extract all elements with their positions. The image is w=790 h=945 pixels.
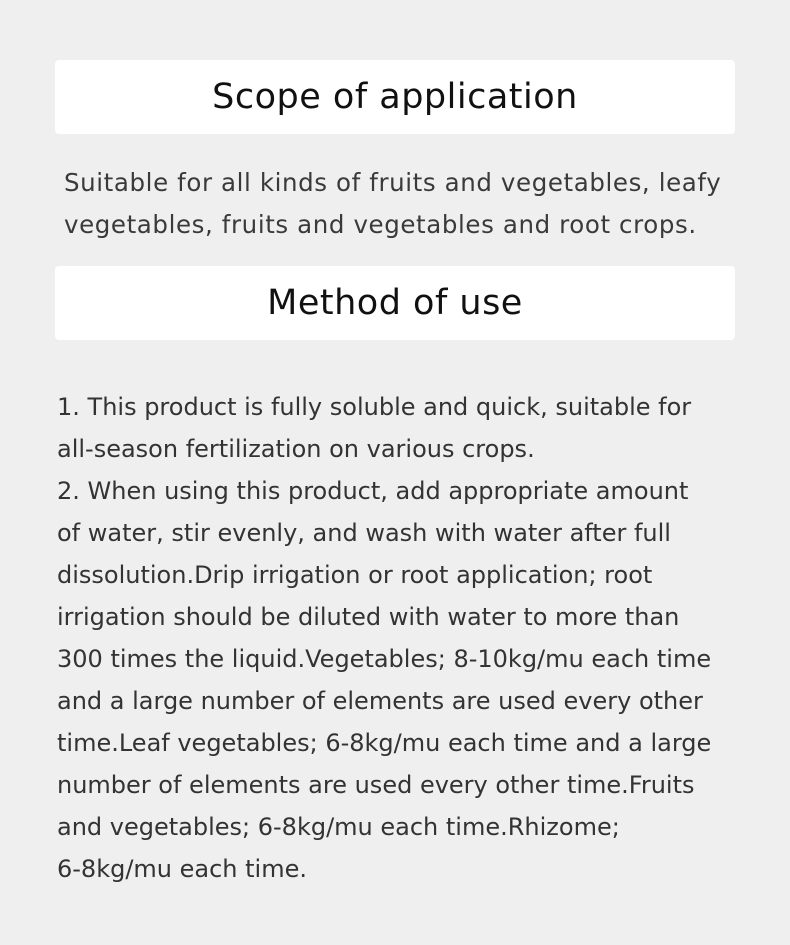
method-line: 300 times the liquid.Vegetables; 8-10kg/mu each time — [57, 645, 712, 673]
method-line: number of elements are used every other time.Fruits — [57, 771, 695, 799]
method-line: all-season fertilization on various crops. — [57, 435, 535, 463]
method-line: and a large number of elements are used every other — [57, 687, 703, 715]
method-line: 6-8kg/mu each time. — [57, 855, 307, 883]
method-line: irrigation should be diluted with water to more than — [57, 603, 680, 631]
method-line: of water, stir evenly, and wash with water after full — [57, 519, 671, 547]
scope-heading-box — [55, 60, 735, 134]
method-heading: Method of use — [267, 283, 523, 323]
method-heading-box — [55, 266, 735, 340]
method-line: time.Leaf vegetables; 6-8kg/mu each time and a large — [57, 729, 712, 757]
scope-line: vegetables, fruits and vegetables and root crops. — [64, 210, 697, 239]
scope-description — [64, 162, 764, 246]
method-line: and vegetables; 6-8kg/mu each time.Rhizome; — [57, 813, 620, 841]
method-line: 1. This product is fully soluble and quick, suitable for — [57, 393, 692, 421]
method-line: dissolution.Drip irrigation or root application; root — [57, 561, 653, 589]
method-description — [57, 386, 757, 890]
scope-line: Suitable for all kinds of fruits and vegetables, leafy — [64, 168, 722, 197]
method-line: 2. When using this product, add appropriate amount — [57, 477, 689, 505]
scope-heading: Scope of application — [212, 77, 578, 117]
